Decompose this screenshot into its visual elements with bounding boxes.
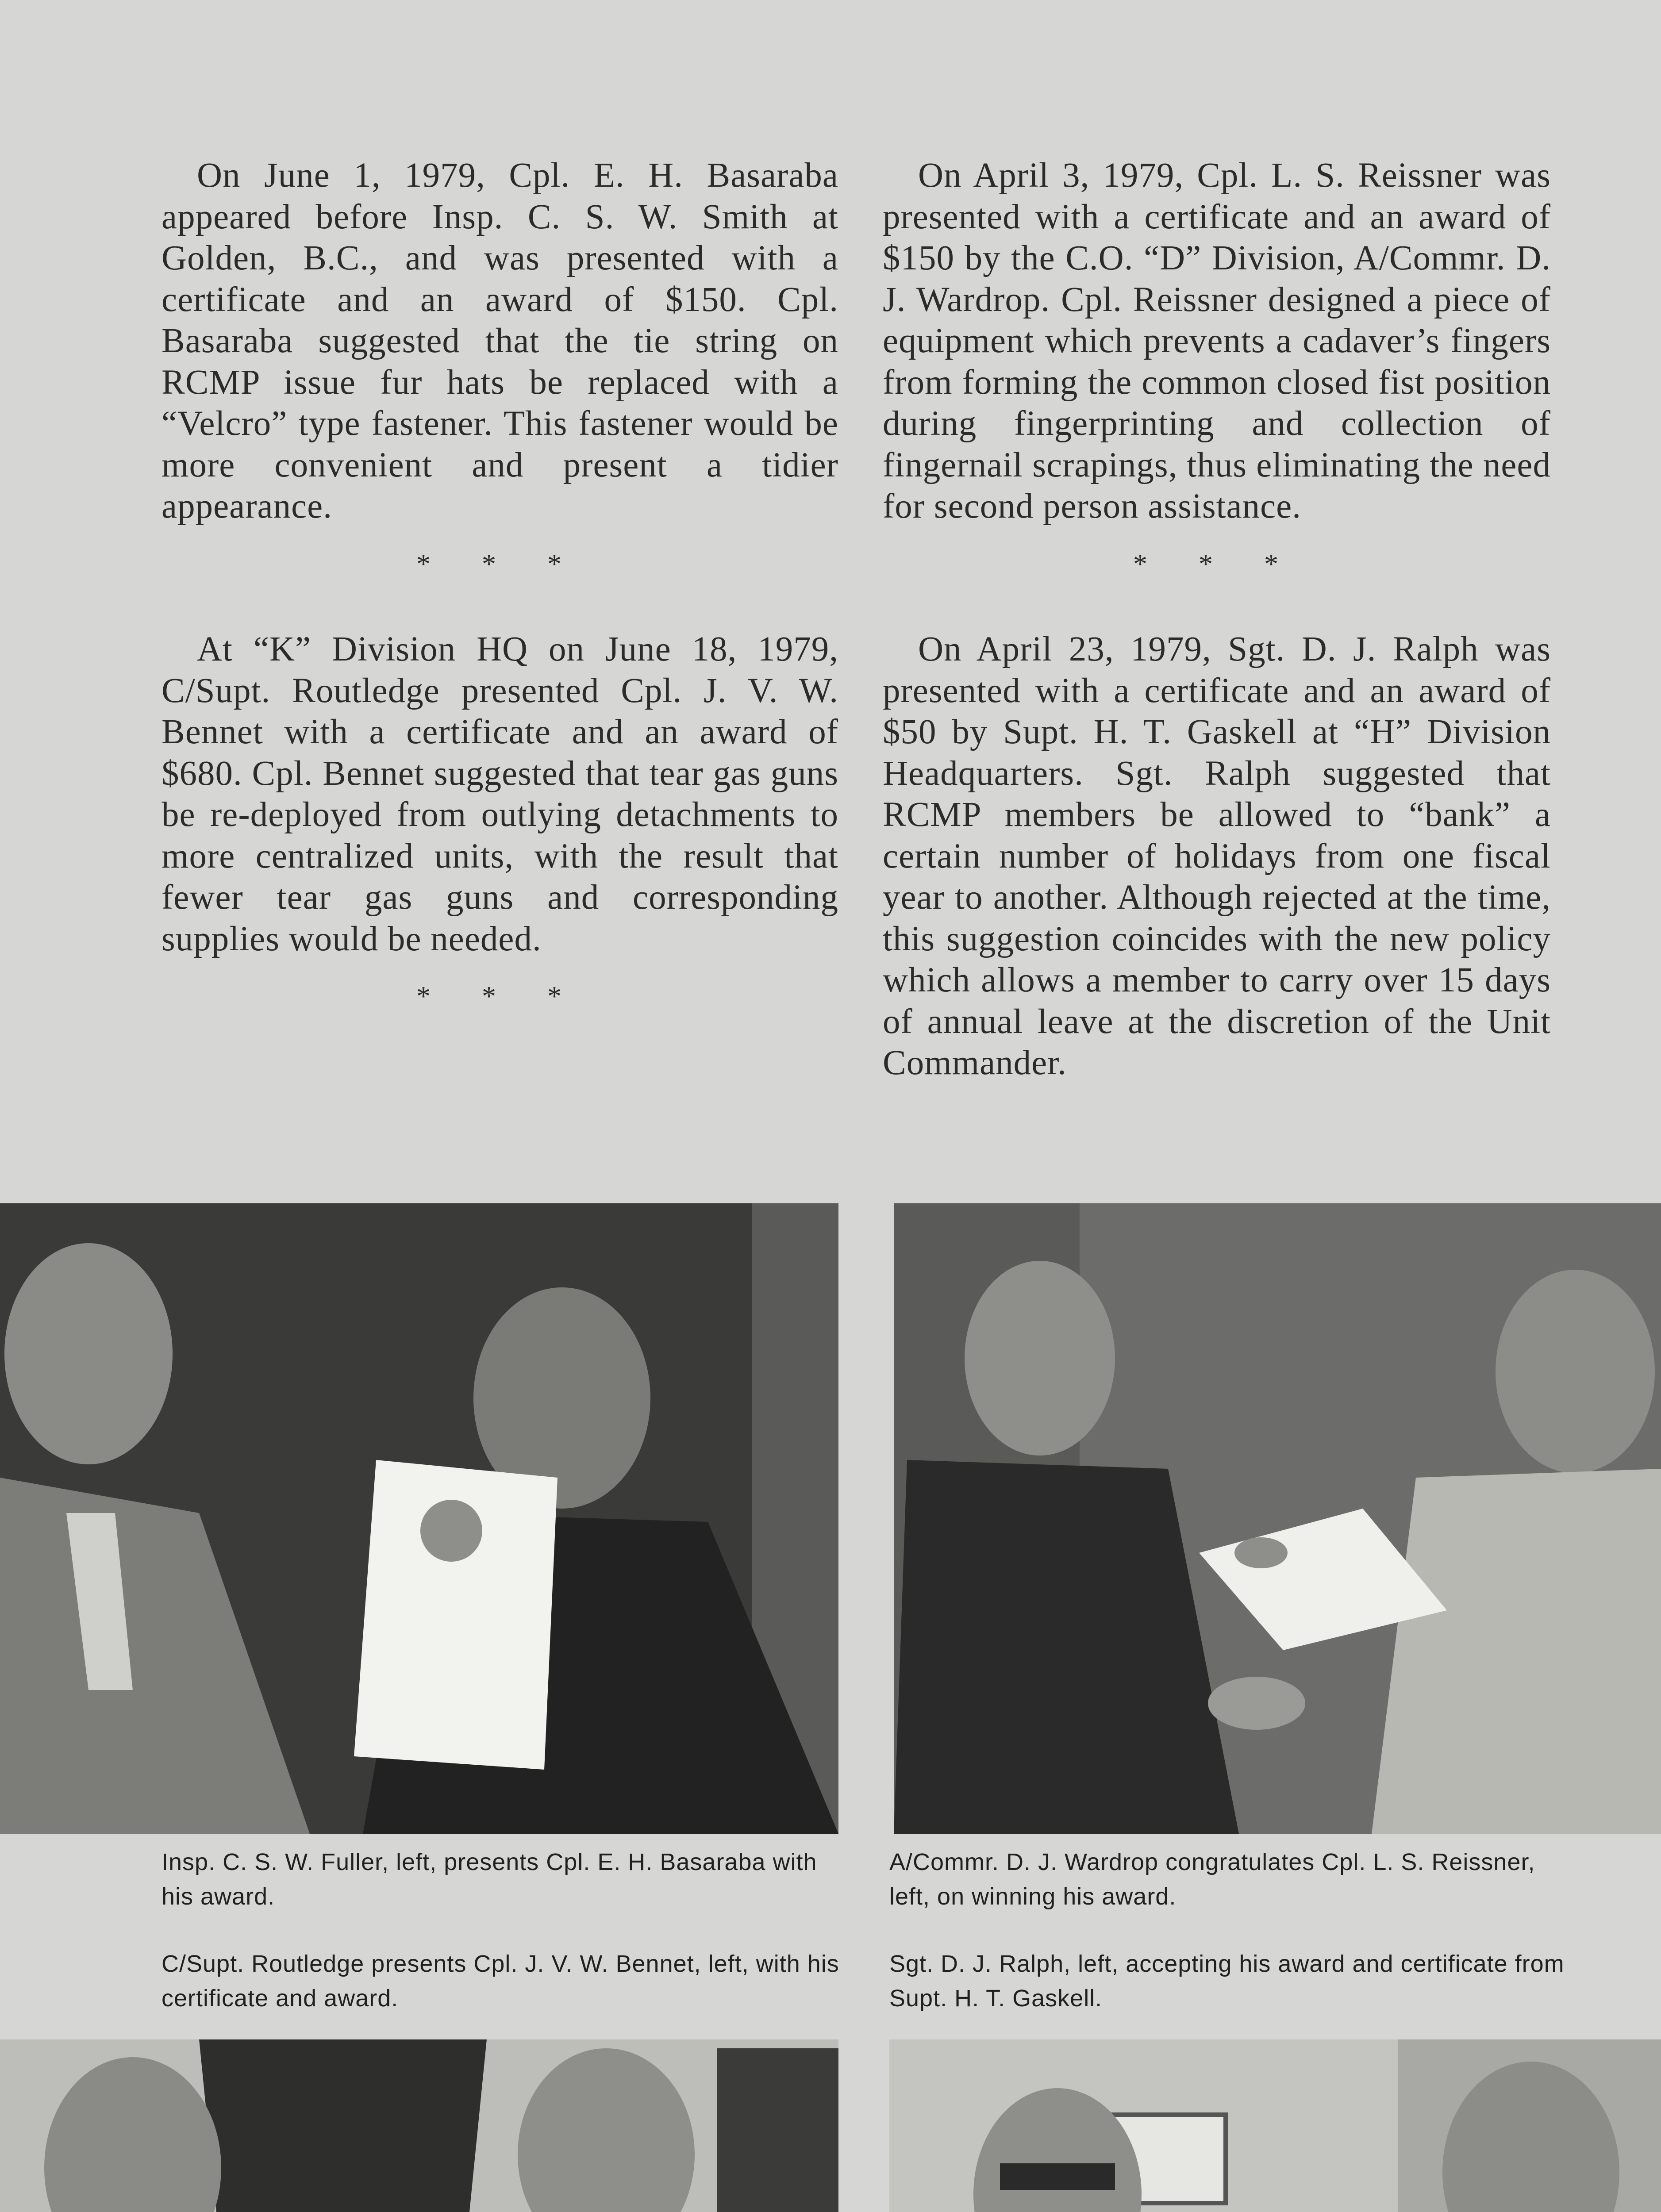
photo-fuller-basaraba	[0, 1203, 838, 1834]
caption-wardrop-reissner: A/Commr. D. J. Wardrop congratulates Cpl. L. S. Reissner, left, on winning his award.	[889, 1849, 1535, 1910]
right-text-column	[883, 155, 1551, 1084]
photo-wardrop-reissner	[894, 1203, 1661, 1834]
photo-ralph-gaskell	[889, 2039, 1661, 2212]
section-separator: * * *	[416, 980, 584, 1012]
caption-ralph-gaskell: Sgt. D. J. Ralph, left, accepting his award and certificate from Supt. H. T. Gaskell.	[889, 1951, 1565, 2012]
caption-fuller-basaraba: Insp. C. S. W. Fuller, left, presents Cpl. E. H. Basaraba with his award.	[161, 1849, 817, 1910]
caption-routledge-bennet: C/Supt. Routledge presents Cpl. J. V. W. Bennet, left, with his certificate and award.	[161, 1951, 839, 2012]
section-separator: * * *	[1133, 548, 1300, 580]
article-reissner: On April 3, 1979, Cpl. L. S. Reissner was presented with a certificate and an award of $150 by the C.O. “D” Division, A/Commr. D. J. Wardrop. Cpl. Reissner designed a piece of equipment which prevents a cadaver’s fingers from forming the common closed fist position during fingerprinting and collection of fingernail scrapings, thus eliminating the need for second person assistance.	[883, 156, 1551, 526]
article-basaraba: On June 1, 1979, Cpl. E. H. Basaraba appeared before Insp. C. S. W. Smith at Golden, B.C., and was presented with a certificate and an award of $150. Cpl. Basaraba suggested that the tie string on RCMP issue fur hats be replaced with a “Velcro” type fastener. This fastener would be more convenient and present a tidier appearance.	[161, 156, 838, 526]
photo-routledge-bennet	[0, 2039, 838, 2212]
article-ralph: On April 23, 1979, Sgt. D. J. Ralph was presented with a certificate and an award of $50 by Supt. H. T. Gaskell at “H” Division Headquarters. Sgt. Ralph suggested that RCMP members be allowed to “bank” a certain number of holidays from one fiscal year to another. Although rejected at the time, this suggestion coincides with the new policy which allows a member to carry over 15 days of annual leave at the discretion of the Unit Commander.	[883, 630, 1551, 1082]
left-text-column	[161, 155, 838, 1061]
section-separator: * * *	[416, 548, 584, 580]
article-bennet: At “K” Division HQ on June 18, 1979, C/Supt. Routledge presented Cpl. J. V. W. Bennet with a certificate and an award of $680. Cpl. Bennet suggested that tear gas guns be re-deployed from outlying detachments to more centralized units, with the result that fewer tear gas guns and corresponding supplies would be needed.	[161, 630, 838, 958]
